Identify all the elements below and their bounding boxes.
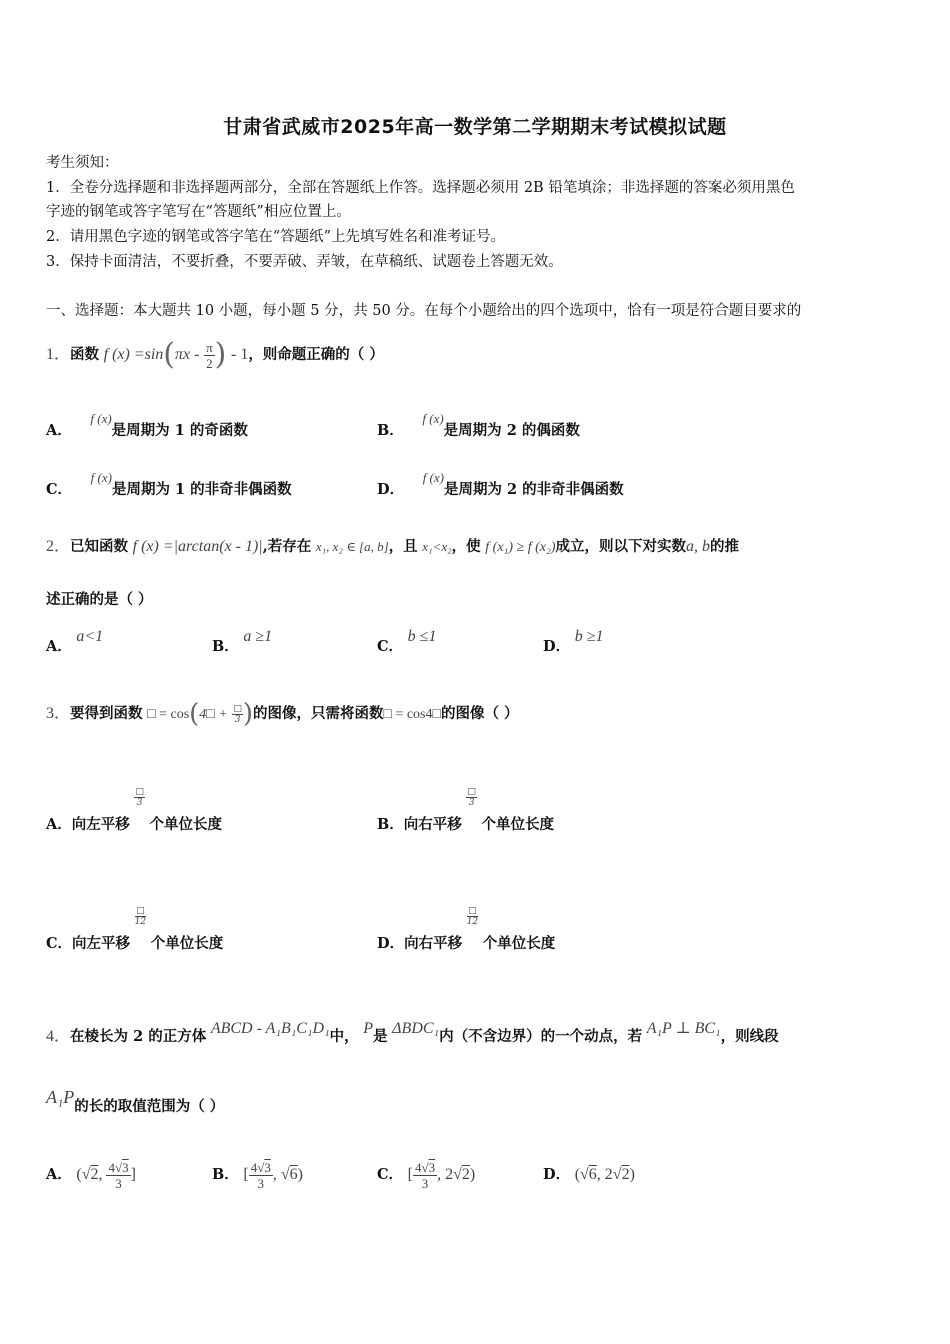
q2-option-c[interactable]: C． b ≤1 [377, 628, 437, 655]
fraction: □ 12 [134, 905, 147, 927]
formula: f (x) [90, 411, 112, 426]
question-4-line-2: A₁P的长的取值范围为（ ） [46, 1087, 225, 1115]
section-heading: 一、选择题：本大题共 10 小题，每小题 5 分，共 50 分。在每个小题给出的四个选项中，恰有一项是符合题目要求的 [46, 303, 802, 319]
q1-option-b[interactable]: B． f (x)是周期为 2 的偶函数 [377, 411, 580, 439]
formula: ABCD - A₁B₁C₁D₁ [210, 1020, 330, 1037]
formula: x₁, x₂ ∈ [a, b] [315, 539, 389, 554]
notice-line-2: 2．请用黑色字迹的钢笔或答字笔在“答题纸”上先填写姓名和准考证号。 [46, 229, 506, 245]
formula: f (x) =sin [103, 346, 164, 363]
fraction: □ 3 [467, 786, 476, 808]
q1-option-a[interactable]: A． f (x)是周期为 1 的奇函数 [46, 411, 248, 439]
page-title: 甘肃省武威市2025年高一数学第二学期期末考试模拟试题 [223, 116, 727, 138]
notice-heading: 考生须知： [46, 155, 119, 171]
question-text: ，则命题正确的（ ） [248, 346, 384, 363]
fraction: □ 12 [466, 905, 479, 927]
formula: x₁<x₂ [422, 539, 452, 554]
fraction: $\frac{\pi}{2}$ [206, 339, 213, 371]
q2-option-b[interactable]: B． a ≥1 [212, 628, 273, 655]
formula: - 1 [230, 346, 249, 363]
question-2-line-2: 述正确的是（ ） [46, 591, 153, 608]
formula: a, b [686, 538, 711, 555]
formula: f (x) =|arctan(x - 1)| [132, 538, 263, 555]
fraction: □ 3 [135, 786, 144, 808]
formula: 4□ + [199, 707, 228, 722]
formula: a ≥1 [243, 628, 273, 645]
question-4: 4．在棱长为 2 的正方体 ABCD - A₁B₁C₁D₁中， P是 ΔBDC₁内（不含边界）的一个动点，若 A₁P ⊥ BC₁，则线段 [46, 1020, 779, 1045]
formula: □ = cos [147, 707, 190, 722]
formula: A₁P ⊥ BC₁ [646, 1020, 721, 1037]
formula: P [363, 1020, 374, 1037]
q2-option-a[interactable]: A． a<1 [46, 628, 104, 655]
q4-option-a[interactable]: A． (√2, $\frac{4√3}{3}$ ] [46, 1159, 136, 1191]
q4-option-d[interactable]: D． (√6, 2√2) [543, 1166, 635, 1183]
fraction: □ 3 [233, 703, 242, 725]
formula: b ≥1 [574, 628, 604, 645]
question-number: 1． [46, 346, 71, 363]
formula: (√6, 2√2) [574, 1166, 635, 1183]
formula: f (x) [422, 411, 444, 426]
formula: b ≤1 [407, 628, 437, 645]
question-2: 2．已知函数 f (x) =|arctan(x - 1)|,若存在 x₁, x₂ ∈ [a, b]，且 x₁<x₂，使 f (x₁) ≥ f (x₂)成立，则以下对实数a, b的推 [46, 538, 740, 555]
formula: □ = cos4□ [383, 707, 441, 722]
q4-option-c[interactable]: C． [ $\frac{4√3}{3}$ , 2√2) [377, 1159, 476, 1191]
question-text: 函数 [70, 346, 100, 363]
formula: f (x₁) ≥ f (x₂) [485, 540, 556, 555]
formula: f (x) [422, 470, 444, 485]
notice-line-1: 1．全卷分选择题和非选择题两部分，全部在答题纸上作答。选择题必须用 2B 铅笔填涂；非选择题的答案必须用黑色 [46, 180, 795, 196]
q2-option-d[interactable]: D． b ≥1 [543, 628, 604, 655]
formula: πx - [175, 346, 200, 363]
q3-option-d[interactable]: D．向右平移 □ 12 个单位长度 [377, 905, 556, 952]
formula: f (x) [90, 470, 112, 485]
formula: [ $\frac{4√3}{3}$ , √6) [243, 1159, 303, 1191]
formula: [ $\frac{4√3}{3}$ , 2√2) [407, 1159, 476, 1191]
formula: (√2, $\frac{4√3}{3}$ ] [76, 1159, 136, 1191]
notice-line-3: 3．保持卡面清洁，不要折叠，不要弄破、弄皱，在草稿纸、试题卷上答题无效。 [46, 254, 563, 270]
q1-option-d[interactable]: D． f (x)是周期为 2 的非奇非偶函数 [377, 470, 624, 498]
q4-option-b[interactable]: B． [ $\frac{4√3}{3}$ , √6) [212, 1159, 303, 1191]
formula: ΔBDC₁ [392, 1020, 440, 1037]
q3-option-b[interactable]: B．向右平移 □ 3 个单位长度 [377, 786, 554, 833]
q1-option-c[interactable]: C． f (x)是周期为 1 的非奇非偶函数 [46, 470, 292, 498]
q3-option-c[interactable]: C．向左平移 □ 12 个单位长度 [46, 905, 224, 952]
formula: A₁P [46, 1087, 75, 1107]
notice-line-1b: 字迹的钢笔或答字笔写在“答题纸”相应位置上。 [46, 204, 351, 220]
q3-option-a[interactable]: A．向左平移 □ 3 个单位长度 [46, 786, 222, 833]
formula: a<1 [76, 628, 104, 645]
question-1: 1．函数 f (x) =sin(πx - $\frac{\pi}{2}$ ) - 1，则命题正确的（ ） [46, 337, 384, 372]
question-3: 3．要得到函数 □ = cos(4□ + □ 3 )的图像，只需将函数□ = cos4□的图像（ ） [46, 699, 519, 729]
